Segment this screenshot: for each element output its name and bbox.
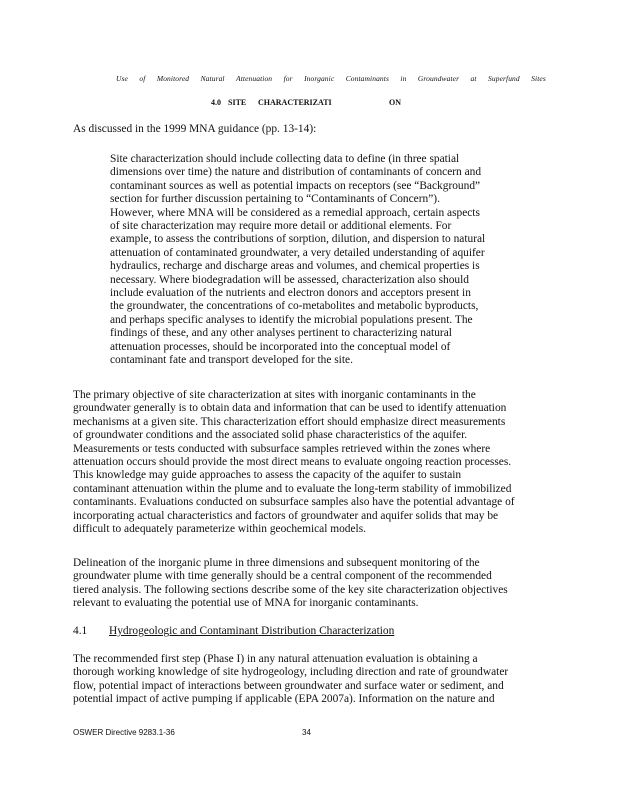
subsection-number: 4.1 <box>73 625 88 637</box>
text-line: flow, potential impact of interactions between groundwater and surface water or sediment, and <box>73 679 504 692</box>
header-word: Natural <box>200 74 225 83</box>
text-line: difficult to adequately parameterize within geochemical models. <box>73 523 366 536</box>
text-line: incorporating actual characteristics and factors of groundwater and aquifer solids that may be <box>73 509 499 522</box>
header-word: Attenuation <box>236 74 273 83</box>
header-word: in <box>400 74 407 83</box>
footer-directive: OSWER Directive 9283.1-36 <box>73 728 175 737</box>
text-line: the groundwater, the concentrations of co-metabolites and metabolic byproducts, <box>110 300 479 313</box>
text-line: The recommended first step (Phase I) in any natural attenuation evaluation is obtaining a <box>73 653 478 665</box>
header-word: Use <box>116 74 128 83</box>
text-line: thorough working knowledge of site hydrogeology, including direction and rate of groundwater <box>73 666 509 679</box>
paragraph-objective <box>73 389 603 536</box>
footer-page-number: 34 <box>302 728 311 737</box>
text-line: attenuation of contaminated groundwater, a very detailed understanding of aquifer <box>110 246 485 259</box>
text-line: Delineation of the inorganic plume in three dimensions and subsequent monitoring of the <box>73 557 480 569</box>
text-line: and perhaps specific analyses to identify the microbial populations present. The <box>110 313 473 326</box>
section-word: CHARACTERIZATI <box>258 98 332 107</box>
header-word: Groundwater <box>417 74 460 83</box>
text-line: findings of these, and any other analyses pertinent to characterizing natural <box>110 327 452 340</box>
text-line: mechanisms at a given site. This characterization effort should emphasize direct measurements <box>73 415 506 428</box>
text-line: necessary. Where biodegradation will be assessed, characterization also should <box>110 273 469 286</box>
text-line: of groundwater conditions and the associated solid phase characteristics of the aquifer. <box>73 429 468 442</box>
text-line: tiered analysis. The following sections describe some of the key site characterization objectives <box>73 583 508 596</box>
text-line: Site characterization should include collecting data to define (in three spatial <box>110 153 460 165</box>
subsection-heading <box>73 625 394 637</box>
header-word: Inorganic <box>304 74 335 83</box>
text-line: groundwater plume with time generally should be a central component of the recommended <box>73 570 492 583</box>
text-line: contaminant attenuation within the plume and to evaluate the long-term stability of immobilized <box>73 482 512 495</box>
text-line: potential impact of active pumping if applicable (EPA 2007a). Information on the nature and <box>73 693 495 706</box>
section-word: SITE <box>228 98 247 107</box>
section-word: ON <box>389 98 401 107</box>
text-line: attenuation processes, should be incorporated into the conceptual model of <box>110 340 451 353</box>
text-line: contaminant sources as well as potential impacts on receptors (see “Background” <box>110 179 481 192</box>
text-line: include evaluation of the nutrients and electron donors and acceptors present in <box>110 287 471 300</box>
text-line: However, where MNA will be considered as a remedial approach, certain aspects <box>110 206 480 219</box>
text-line: Measurements or tests conducted with subsurface samples retrieved within the zones where <box>73 442 491 455</box>
text-line: This knowledge may guide approaches to assess the capacity of the aquifer to sustain <box>73 469 462 482</box>
header-word: Contaminants <box>345 74 389 83</box>
text-line: dimensions over time) the nature and distribution of contaminants of concern and <box>110 166 482 179</box>
header-word: of <box>139 74 146 83</box>
text-line: example, to assess the contributions of sorption, dilution, and dispersion to natural <box>110 233 486 246</box>
running-header <box>116 74 546 83</box>
paragraph-first-step <box>73 653 603 707</box>
section-number: 4.0 <box>211 98 221 107</box>
header-word: for <box>283 74 293 83</box>
block-quote <box>110 153 560 368</box>
text-line: hydraulics, recharge and discharge areas and volumes, and chemical properties is <box>110 260 480 273</box>
text-line: contaminants. Evaluations conducted on subsurface samples also have the potential advantage of <box>73 496 515 509</box>
text-line: section for further discussion pertaining to “Contaminants of Concern”). <box>110 193 440 206</box>
text-line: groundwater generally is to obtain data and information that can be used to identify attenuation <box>73 402 507 415</box>
intro-paragraph <box>73 123 603 136</box>
header-word: Monitored <box>156 74 190 83</box>
paragraph-delineation <box>73 557 603 611</box>
subsection-title: Hydrogeologic and Contaminant Distribution Characterization <box>109 625 395 637</box>
text-line: The primary objective of site characterization at sites with inorganic contaminants in the <box>73 389 476 401</box>
header-word: Superfund <box>488 74 520 83</box>
text-line: attenuation occurs should provide the most direct means to evaluate ongoing reaction processes. <box>73 456 512 469</box>
header-word: Sites <box>531 74 546 83</box>
text-line: relevant to evaluating the potential use of MNA for inorganic contaminants. <box>73 597 419 610</box>
text-line: As discussed in the 1999 MNA guidance (pp. 13-14): <box>73 123 317 135</box>
header-word: at <box>470 74 477 83</box>
text-line: of site characterization may require more detail or additional elements. For <box>110 220 452 233</box>
text-line: contaminant fate and transport developed for the site. <box>110 354 353 367</box>
